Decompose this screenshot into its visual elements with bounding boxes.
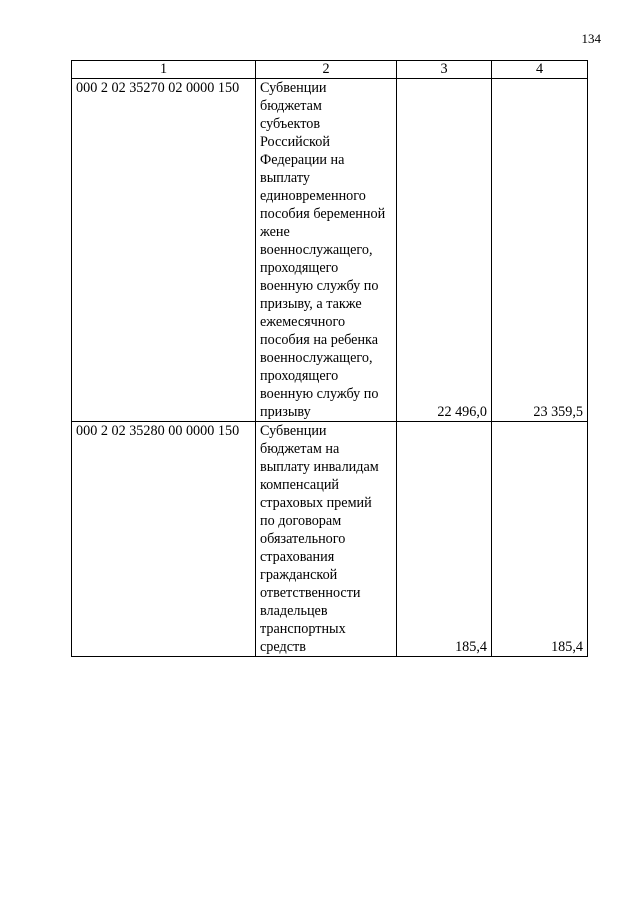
description-line: выплату инвалидам bbox=[260, 459, 379, 475]
description-line: средств bbox=[260, 639, 306, 655]
description-cell bbox=[256, 79, 397, 422]
description-line: страхования bbox=[260, 549, 335, 565]
description-line: выплату bbox=[260, 170, 310, 186]
description-line: Российской bbox=[260, 134, 330, 150]
description-line: транспортных bbox=[260, 621, 346, 637]
description-line: ежемесячного bbox=[260, 314, 346, 330]
table-row bbox=[72, 79, 588, 422]
description-line: по договорам bbox=[260, 513, 342, 529]
description-line: жене bbox=[260, 224, 290, 240]
description-line: компенсаций bbox=[260, 477, 340, 493]
description-line: бюджетам bbox=[260, 98, 322, 114]
budget-table bbox=[71, 60, 588, 657]
amount-column-4-cell: 23 359,5 bbox=[492, 79, 588, 422]
amount-column-4-cell: 185,4 bbox=[492, 422, 588, 657]
description-line: военную службу по bbox=[260, 278, 379, 294]
description-line: владельцев bbox=[260, 603, 328, 619]
description-line: проходящего bbox=[260, 368, 339, 384]
description-line: пособия беременной bbox=[260, 206, 386, 222]
description-line: субъектов bbox=[260, 116, 321, 132]
column-header-4: 4 bbox=[492, 61, 588, 79]
description-line: обязательного bbox=[260, 531, 346, 547]
description-line: призыву bbox=[260, 404, 311, 420]
page-number: 134 bbox=[581, 31, 601, 46]
table-row bbox=[72, 422, 588, 657]
description-line: военнослужащего, bbox=[260, 242, 373, 258]
amount-column-3-cell: 22 496,0 bbox=[397, 79, 492, 422]
description-line: военнослужащего, bbox=[260, 350, 373, 366]
amount-column-3-cell: 185,4 bbox=[397, 422, 492, 657]
budget-code-cell: 000 2 02 35280 00 0000 150 bbox=[72, 422, 256, 657]
description-line: призыву, а также bbox=[260, 296, 362, 312]
description-cell bbox=[256, 422, 397, 657]
description-line: Субвенции bbox=[260, 423, 327, 439]
budget-code-cell: 000 2 02 35270 02 0000 150 bbox=[72, 79, 256, 422]
description-line: Федерации на bbox=[260, 152, 345, 168]
description-line: гражданской bbox=[260, 567, 338, 583]
description-line: проходящего bbox=[260, 260, 339, 276]
column-header-1: 1 bbox=[72, 61, 256, 79]
description-line: ответственности bbox=[260, 585, 361, 601]
description-line: военную службу по bbox=[260, 386, 379, 402]
description-line: пособия на ребенка bbox=[260, 332, 379, 348]
column-header-2: 2 bbox=[256, 61, 397, 79]
description-line: страховых премий bbox=[260, 495, 372, 511]
column-header-3: 3 bbox=[397, 61, 492, 79]
description-line: бюджетам на bbox=[260, 441, 340, 457]
table-header-row bbox=[72, 61, 588, 79]
description-line: Субвенции bbox=[260, 80, 327, 96]
description-line: единовременного bbox=[260, 188, 366, 204]
